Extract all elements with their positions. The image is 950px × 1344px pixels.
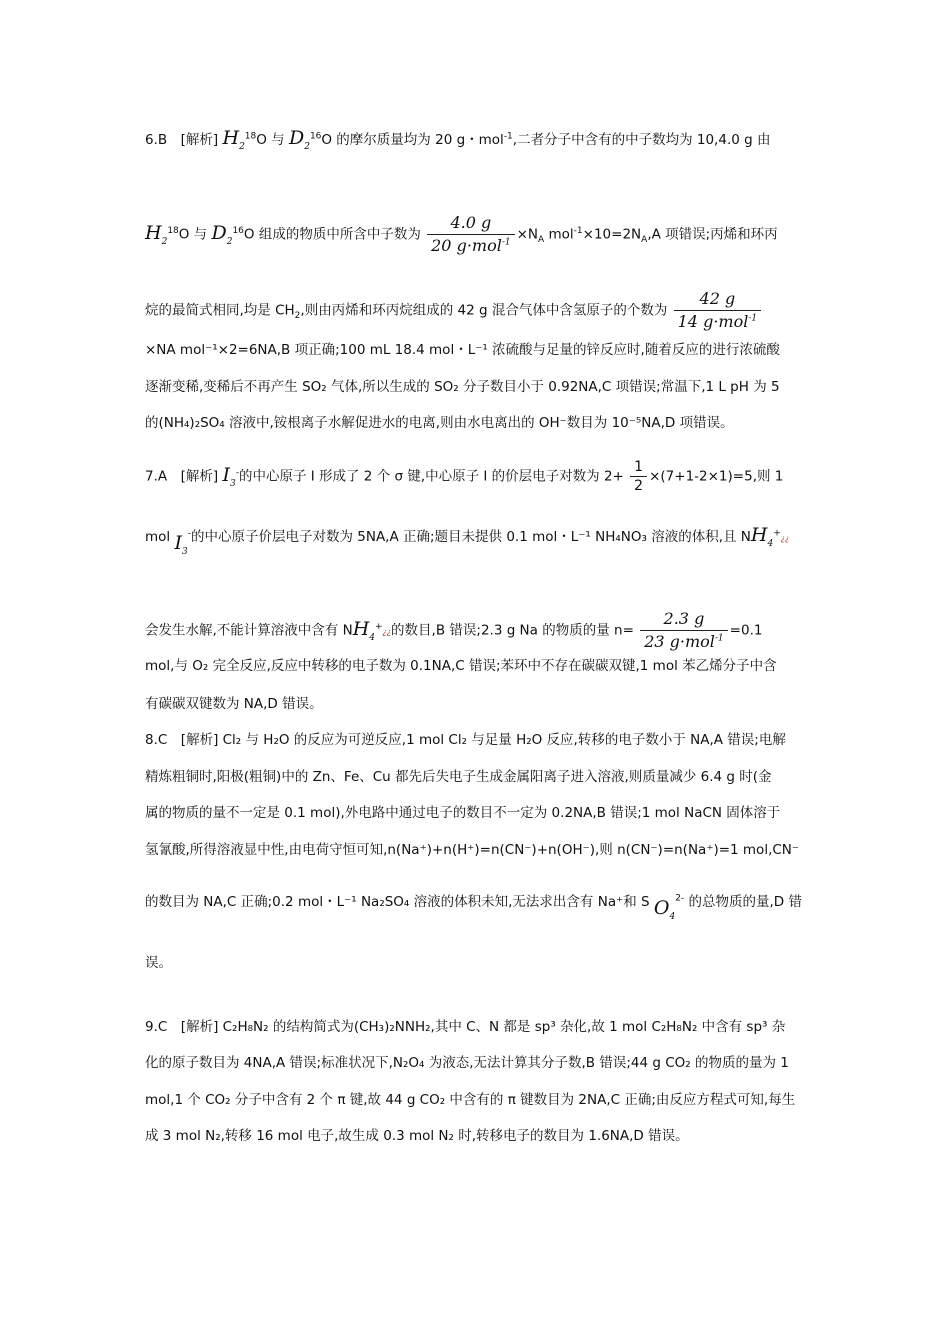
q8-line-5: 的数目为 NA,C 正确;0.2 mol・L⁻¹ Na₂SO₄ 溶液的体积未知,无法求出含有 Na⁺和 S $O_4^{2-}$ 的总物质的量,D 错 [145, 893, 802, 922]
q7-text: ×(7+1-2×1)=5,则 1 [649, 468, 784, 485]
q6-text: 6.B [解析] [145, 132, 219, 148]
fraction-one-half [630, 458, 647, 495]
q8-line-3: 属的物质的量不一定是 0.1 mol),外电路中通过电子的数目不一定为 0.2NA,B 错误;1 mol NaCN 固体溶于 [145, 805, 781, 821]
q8-text: 的总物质的量,D 错 [688, 894, 802, 910]
q7-line-3: 会发生水解,不能计算溶液中含有 $NH_4^+¿¿$的数目,B 错误;2.3 g Na 的物质的量 n= $\frac{2.3 g}{23 g\cdot mol^{-1}}$ =0.1 [145, 609, 763, 651]
fraction-numerator: 2.3 g [663, 609, 705, 628]
q6-line-4: ×NA mol⁻¹×2=6NA,B 项正确;100 mL 18.4 mol・L⁻¹ 浓硫酸与足量的锌反应时,随着反应的进行浓硫酸 [145, 342, 780, 358]
formula-i3-minus: $I_3$ [222, 463, 236, 489]
q8-line-1: 8.C [解析] Cl₂ 与 H₂O 的反应为可逆反应,1 mol Cl₂ 与足量 H₂O 反应,转移的电子数小于 NA,A 错误;电解 [145, 732, 786, 748]
q6-text: O 组成的物质中所含中子数为 [243, 226, 421, 243]
formula-o4-2minus: $O_4$ [653, 897, 676, 922]
fraction-denominator: 2 [634, 478, 644, 494]
q6-line-3: 烷的最简式相同,均是 $CH_2$,则由丙烯和环丙烷组成的 42 g 混合气体中含氢原子的个数为 $\frac{42 g}{14 g\cdot mol^{-1}}$ [145, 288, 763, 333]
q6-text: O 的摩尔质量均为 20 g・mol [321, 132, 504, 148]
q6-text: mol [544, 226, 574, 243]
formula-i3-minus: $I_3$ [174, 532, 188, 557]
formula-h2o18: $H_2$ [222, 127, 245, 152]
q6-text: ,二者分子中含有的中子数均为 10,4.0 g 由 [512, 132, 771, 148]
q7-text: mol [145, 529, 171, 545]
fraction-sodium-moles [640, 608, 727, 653]
q8-text: 的数目为 NA,C 正确;0.2 mol・L⁻¹ Na₂SO₄ 溶液的体积未知,无法求出含有 Na⁺和 S [145, 894, 650, 910]
q6-text: O 与 [256, 132, 285, 148]
formula-d2o16: $D_2$ [211, 221, 233, 247]
formula-h2o18: $H_2$ [145, 221, 168, 247]
fraction-neutron-count [427, 212, 514, 257]
fraction-numerator: 4.0 g [450, 213, 492, 232]
q7-line-4: mol,与 O₂ 完全反应,反应中转移的电子数为 0.1NA,C 错误;苯环中不存在碳碳双键,1 mol 苯乙烯分子中含 [145, 658, 777, 674]
formula-d2o16: $D_2$ [288, 127, 310, 152]
fraction-denominator: 23 g·mol$^{-1}$ [644, 632, 724, 651]
q7-text: 的数目,B 错误;2.3 g Na 的物质的量 n= [391, 622, 634, 639]
q6-line-5: 逐渐变稀,变稀后不再产生 SO₂ 气体,所以生成的 SO₂ 分子数目小于 0.92NA,C 项错误;常温下,1 L pH 为 5 [145, 379, 780, 395]
q6-line-2: $H_2^{18}O$ 与 $D_2^{16}O$ 组成的物质中所含中子数为 $\frac{4.0 g}{20 g\cdot mol^{-1}}$ $\times N_A$ $mol^{-1}\times 10=2N_A,A$ 项错误;丙烯和环丙 [145, 213, 778, 255]
q6-text: ×10=2N [582, 226, 642, 243]
q8-line-4: 氢氰酸,所得溶液显中性,由电荷守恒可知,n(Na⁺)+n(H⁺)=n(CN⁻)+n(OH⁻),则 n(CN⁻)=n(Na⁺)=1 mol,CN⁻ [145, 842, 800, 858]
q6-text: 烷的最简式相同,均是 CH [145, 302, 295, 319]
q6-text: O 与 [178, 226, 208, 243]
fraction-numerator: 1 [634, 459, 644, 475]
q7-line-1: 7.A [解析] $I_3^-$的中心原子 I 形成了 2 个 σ 键,中心原子 I 的价层电子对数为 2+ $\frac{1}{2}$ ×(7+1-2×1)=5,则 1 [145, 459, 784, 494]
q7-text: 的中心原子价层电子对数为 5NA,A 正确;题目未提供 0.1 mol・L⁻¹ NH₄NO₃ 溶液的体积,且 N [190, 529, 751, 545]
q8-line-6: 误。 [145, 955, 172, 971]
q9-line-1: 9.C [解析] C₂H₈N₂ 的结构简式为(CH₃)₂NNH₂,其中 C、N 都是 sp³ 杂化,故 1 mol C₂H₈N₂ 中含有 sp³ 杂 [145, 1019, 786, 1035]
q7-text: =0.1 [729, 622, 763, 639]
garbled-glyph: ¿¿ [382, 627, 392, 637]
q7-text: 会发生水解,不能计算溶液中含有 N [145, 622, 353, 639]
q7-line-2: mol $I_3^-$的中心原子价层电子对数为 5NA,A 正确;题目未提供 0.1 mol・L⁻¹ NH₄NO₃ 溶液的体积,且 $NH_4^+¿¿$ [145, 524, 790, 557]
fraction-denominator: 20 g·mol$^{-1}$ [431, 236, 511, 255]
formula-h4-plus: $H_4$ [352, 617, 375, 643]
formula-h4-plus: $H_4$ [750, 524, 774, 549]
q6-text: ,A 项错误;丙烯和环丙 [647, 226, 778, 243]
q8-line-2: 精炼粗铜时,阳极(粗铜)中的 Zn、Fe、Cu 都先后失电子生成金属阳离子进入溶液,则质量减少 6.4 g 时(金 [145, 769, 772, 785]
q9-line-4: 成 3 mol N₂,转移 16 mol 电子,故生成 0.3 mol N₂ 时,转移电子的数目为 1.6NA,D 错误。 [145, 1128, 689, 1144]
q6-line-1: 6.B [解析] $H_2^{18}O$ 与 $D_2^{16}O$ 的摩尔质量均为 20 g・mol$^{-1}$,二者分子中含有的中子数均为 10,4.0 g 由 [145, 127, 771, 152]
q9-line-2: 化的原子数目为 4NA,A 错误;标准状况下,N₂O₄ 为液态,无法计算其分子数,B 错误;44 g CO₂ 的物质的量为 1 [145, 1055, 789, 1071]
fraction-hydrogen-count [674, 288, 761, 333]
q6-line-6: 的(NH₄)₂SO₄ 溶液中,铵根离子水解促进水的电离,则由水电离出的 OH⁻数目为 10⁻⁵NA,D 项错误。 [145, 415, 734, 431]
fraction-denominator: 14 g·mol$^{-1}$ [677, 312, 758, 331]
fraction-numerator: 42 g [699, 289, 736, 308]
q6-text: ×N [516, 226, 539, 243]
q7-text: 的中心原子 I 形成了 2 个 σ 键,中心原子 I 的价层电子对数为 2+ [238, 468, 624, 485]
q6-text: ,则由丙烯和环丙烷组成的 42 g 混合气体中含氢原子的个数为 [300, 302, 668, 319]
q7-line-5: 有碳碳双键数为 NA,D 错误。 [145, 696, 323, 712]
q9-line-3: mol,1 个 CO₂ 分子中含有 2 个 π 键,故 44 g CO₂ 中含有的 π 键数目为 2NA,C 正确;由反应方程式可知,每生 [145, 1092, 796, 1108]
q7-text: 7.A [解析] [145, 468, 219, 485]
garbled-glyph: ¿¿ [780, 534, 790, 543]
